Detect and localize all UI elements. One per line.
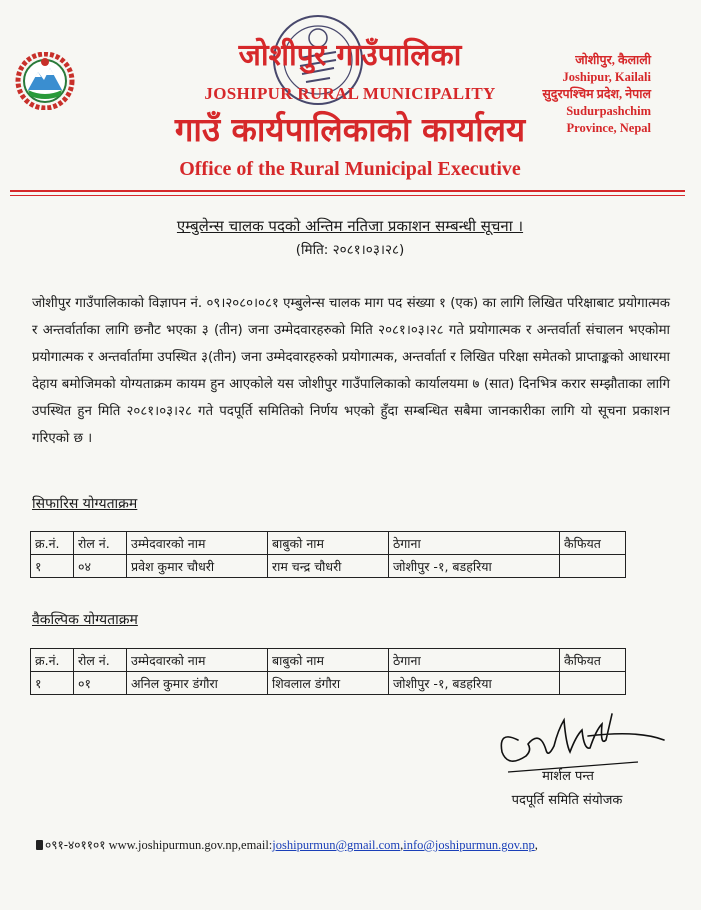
- table-cell: [560, 672, 626, 695]
- email-link-info[interactable]: info@joshipurmun.gov.np: [403, 838, 535, 852]
- address-line: Sudurpashchim: [566, 104, 651, 118]
- notice-date: (मिति: २०८१।०३।२८): [295, 242, 405, 258]
- table-cell: प्रवेश कुमार चौधरी: [127, 555, 268, 578]
- table-cell: [560, 555, 626, 578]
- table-cell: १: [31, 672, 74, 695]
- column-header: क्र.नं.: [31, 649, 74, 672]
- municipality-name-en: JOSHIPUR RURAL MUNICIPALITY: [204, 84, 496, 103]
- column-header: बाबुको नाम: [268, 649, 389, 672]
- alternate-table: [30, 648, 626, 695]
- phone-number: ०९१-४०११०१: [45, 838, 106, 852]
- column-header: रोल नं.: [74, 532, 127, 555]
- footer-contact: [36, 836, 538, 853]
- table-cell: १: [31, 555, 74, 578]
- address-line: जोशीपुर, कैलाली: [575, 53, 651, 67]
- table-cell: अनिल कुमार डंगौरा: [127, 672, 268, 695]
- column-header: क्र.नं.: [31, 532, 74, 555]
- phone-icon: [36, 840, 43, 850]
- address-line: सुदुरपश्चिम प्रदेश, नेपाल: [542, 87, 651, 101]
- signatory-title: पदपूर्ति समिति संयोजक: [511, 793, 623, 808]
- table-cell: जोशीपुर -१, बडहरिया: [389, 672, 560, 695]
- table-cell: ०१: [74, 672, 127, 695]
- table-header-row: [31, 649, 626, 672]
- table-cell: राम चन्द्र चौधरी: [268, 555, 389, 578]
- separator-end: ,: [534, 838, 538, 852]
- column-header: कैफियत: [560, 649, 626, 672]
- column-header: ठेगाना: [389, 532, 560, 555]
- alternate-heading: वैकल्पिक योग्यताक्रम: [32, 612, 138, 628]
- column-header: कैफियत: [560, 532, 626, 555]
- nepal-emblem-icon: [14, 52, 76, 110]
- office-name-en: Office of the Rural Municipal Executive: [179, 158, 521, 180]
- header-divider: [10, 190, 685, 192]
- column-header: ठेगाना: [389, 649, 560, 672]
- column-header: उम्मेदवारको नाम: [127, 532, 268, 555]
- recommended-table: [30, 531, 626, 578]
- address-line: Joshipur, Kailali: [562, 70, 651, 84]
- table-header-row: [31, 532, 626, 555]
- address-block: [542, 52, 651, 137]
- notice-title: एम्बुलेन्स चालक पदको अन्तिम नतिजा प्रकाशन सम्बन्धी सूचना ।: [176, 217, 524, 235]
- table-row: [31, 555, 626, 578]
- office-name-np: गाउँ कार्यपालिकाको कार्यालय: [174, 110, 526, 149]
- table-cell: ०४: [74, 555, 127, 578]
- website-text: www.joshipurmun.gov.np,email:: [108, 838, 273, 852]
- municipality-name-np: जोशीपुर गाउँपालिका: [238, 38, 462, 73]
- column-header: बाबुको नाम: [268, 532, 389, 555]
- recommended-heading: सिफारिस योग्यताक्रम: [32, 496, 138, 512]
- header-divider-thin: [10, 195, 685, 196]
- table-cell: शिवलाल डंगौरा: [268, 672, 389, 695]
- email-link-gmail[interactable]: joshipurmun@gmail.com: [272, 838, 401, 852]
- notice-body: जोशीपुर गाउँपालिकाको विज्ञापन नं. ०९।२०८०।०८१ एम्बुलेन्स चालक माग पद संख्या १ (एक) का लागि लिखित परिक्षाबाट प्रयोगात्मक र अन्तर्वार्ताका लागि छनौट भएका ३ (तीन) जना उम्मेदवारहरुको मिति २०८१।०३।२८ गते प्रयोगात्मक र अन्तर्वार्ता संचालन भएकोमा प्रयोगात्मक र अन्तर्वार्तामा उपस्थित ३(तीन) जना उम्मेदवारहरुको प्रयोगात्मक, अन्तर्वार्ता र लिखित परिक्षा समेतको प्राप्ताङ्कको आधारमा देहाय बमोजिमको योग्यताक्रम कायम हुन आएकोले यस जोशीपुर गाउँपालिकाको कार्यालयमा ७ (सात) दिनभित्र करार सम्झौताका लागि उपस्थित हुन मिति २०८१।०३।२८ गते पदपूर्ति समितिको निर्णय भएको हुँदा सम्बन्धित सबैमा जानकारीका लागि यो सूचना प्रकाशन गरिएको छ ।: [32, 296, 670, 446]
- signatory-name: मार्शल पन्त: [542, 769, 594, 784]
- separator: ,: [400, 838, 404, 852]
- column-header: उम्मेदवारको नाम: [127, 649, 268, 672]
- table-cell: जोशीपुर -१, बडहरिया: [389, 555, 560, 578]
- address-line: Province, Nepal: [566, 121, 651, 135]
- table-row: [31, 672, 626, 695]
- column-header: रोल नं.: [74, 649, 127, 672]
